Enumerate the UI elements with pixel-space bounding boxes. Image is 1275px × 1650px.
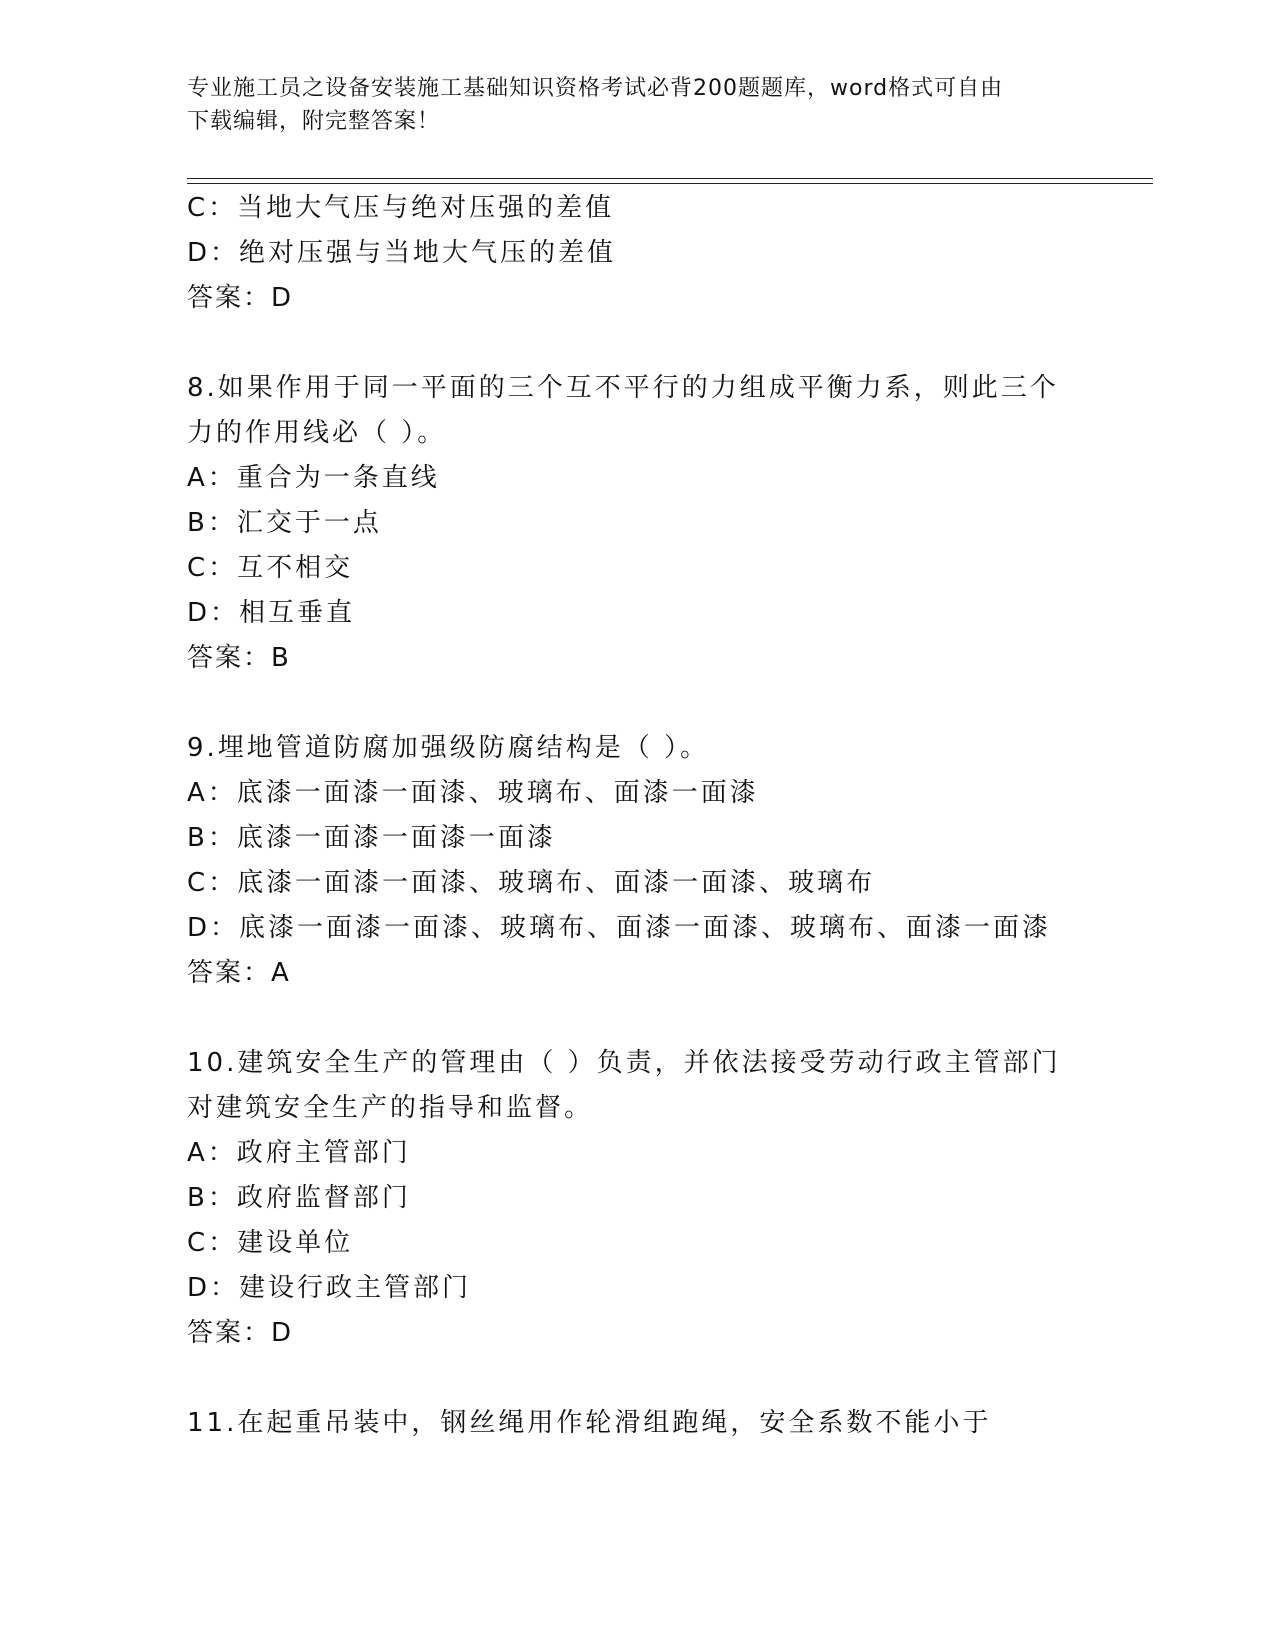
q10-stem-line-2: 对建筑安全生产的指导和监督。 <box>187 1093 594 1123</box>
header-rule-top <box>187 178 1153 179</box>
q7-option-d: D：绝对压强与当地大气压的差值 <box>187 238 617 268</box>
q8-option-d: D：相互垂直 <box>187 598 356 628</box>
header-rule-bottom <box>187 183 1153 184</box>
header-line-1: 专业施工员之设备安装施工基础知识资格考试必背200题题库，word格式可自由 <box>187 76 1004 101</box>
q9-option-d: D：底漆一面漆一面漆、玻璃布、面漆一面漆、玻璃布、面漆一面漆 <box>187 913 1052 943</box>
q8-stem-line-1: 8.如果作用于同一平面的三个互不平行的力组成平衡力系，则此三个 <box>187 373 1059 403</box>
q8-stem-line-2: 力的作用线必（ ）。 <box>187 418 447 448</box>
q10-option-c: C：建设单位 <box>187 1228 354 1258</box>
document-header <box>187 72 1067 138</box>
q9-option-b: B：底漆一面漆一面漆一面漆 <box>187 823 556 853</box>
header-line-2: 下载编辑，附完整答案！ <box>187 109 441 134</box>
q11-stem-line-1: 11.在起重吊装中，钢丝绳用作轮滑组跑绳，安全系数不能小于 <box>187 1408 992 1438</box>
q10-answer: 答案：D <box>187 1318 294 1348</box>
q10-option-d: D：建设行政主管部门 <box>187 1273 472 1303</box>
q8-option-a: A：重合为一条直线 <box>187 463 440 493</box>
q9-option-a: A：底漆一面漆一面漆、玻璃布、面漆一面漆 <box>187 778 759 808</box>
q8-option-c: C：互不相交 <box>187 553 354 583</box>
q7-option-c: C：当地大气压与绝对压强的差值 <box>187 193 615 223</box>
q9-option-c: C：底漆一面漆一面漆、玻璃布、面漆一面漆、玻璃布 <box>187 868 876 898</box>
q8-option-b: B：汇交于一点 <box>187 508 382 538</box>
q10-option-b: B：政府监督部门 <box>187 1183 411 1213</box>
q10-stem-line-1: 10.建筑安全生产的管理由（ ）负责，并依法接受劳动行政主管部门 <box>187 1048 1061 1078</box>
q7-answer: 答案：D <box>187 283 294 313</box>
q10-option-a: A：政府主管部门 <box>187 1138 411 1168</box>
q9-answer: 答案：A <box>187 958 291 988</box>
q8-answer: 答案：B <box>187 643 291 673</box>
q9-stem-line-1: 9.埋地管道防腐加强级防腐结构是（ ）。 <box>187 733 710 763</box>
